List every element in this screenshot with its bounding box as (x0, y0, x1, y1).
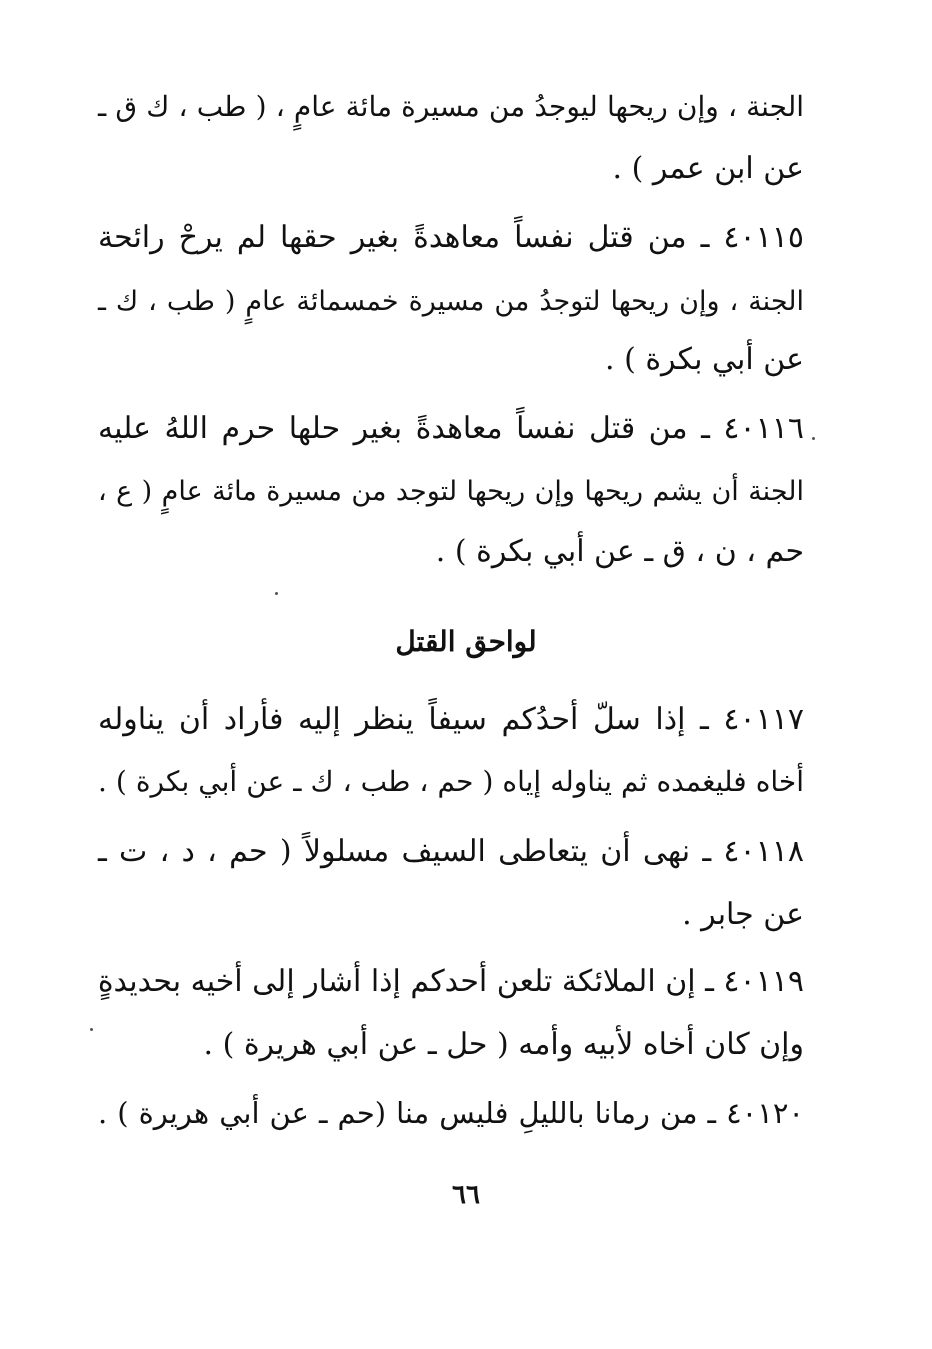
hadith-40118-line-1: ٤٠١١٨ ـ نهى أن يتعاطى السيف مسلولاً ( حم ، د ، ت ـ (98, 834, 804, 869)
hadith-40117-line-2: أخاه فليغمده ثم يناوله إياه ( حم ، طب ، ك ـ عن أبي بكرة ) . (98, 765, 804, 798)
hadith-40120-line-1: ٤٠١٢٠ ـ من رمانا بالليلِ فليس منا (حم ـ عن أبي هريرة ) . (98, 1096, 804, 1130)
text-line: الجنة ، وإن ريحها ليوجدُ من مسيرة مائة عامٍ ، ( طب ، ك ق ـ (98, 90, 805, 123)
hadith-40116-line-3: حم ، ن ، ق ـ عن أبي بكرة ) . (435, 534, 804, 569)
hadith-40119-line-1: ٤٠١١٩ ـ إن الملائكة تلعن أحدكم إذا أشار إلى أخيه بحديدةٍ (97, 964, 804, 999)
hadith-40118-line-2: عن جابر . (682, 897, 804, 932)
hadith-40117-line-1: ٤٠١١٧ ـ إذا سلّ أحدُكم سيفاً ينظر إليه فأراد أن يناوله (98, 702, 804, 737)
hadith-40115-line-2: الجنة ، وإن ريحها لتوجدُ من مسيرة خمسمائة عامٍ ( طب ، ك ـ (98, 286, 804, 317)
scan-speck (812, 437, 815, 440)
scan-speck (90, 1028, 93, 1031)
hadith-40115-line-1: ٤٠١١٥ ـ من قتل نفساً معاهدةً بغير حقها لم يرحْ رائحة (98, 220, 804, 255)
hadith-40115-line-3: عن أبي بكرة ) . (605, 342, 804, 377)
hadith-40116-line-1: ٤٠١١٦ ـ من قتل نفساً معاهدةً بغير حلها حرم اللهُ عليه (98, 411, 804, 446)
scan-speck (275, 592, 278, 595)
hadith-40119-line-2: وإن كان أخاه لأبيه وأمه ( حل ـ عن أبي هريرة ) . (203, 1027, 804, 1062)
text-line: عن ابن عمر ) . (612, 151, 804, 186)
hadith-40116-line-2: الجنة أن يشم ريحها وإن ريحها لتوجد من مسيرة مائة عامٍ ( ع ، (98, 476, 804, 507)
section-heading: لواحق القتل (395, 625, 537, 658)
page-number: ٦٦ (452, 1180, 480, 1210)
